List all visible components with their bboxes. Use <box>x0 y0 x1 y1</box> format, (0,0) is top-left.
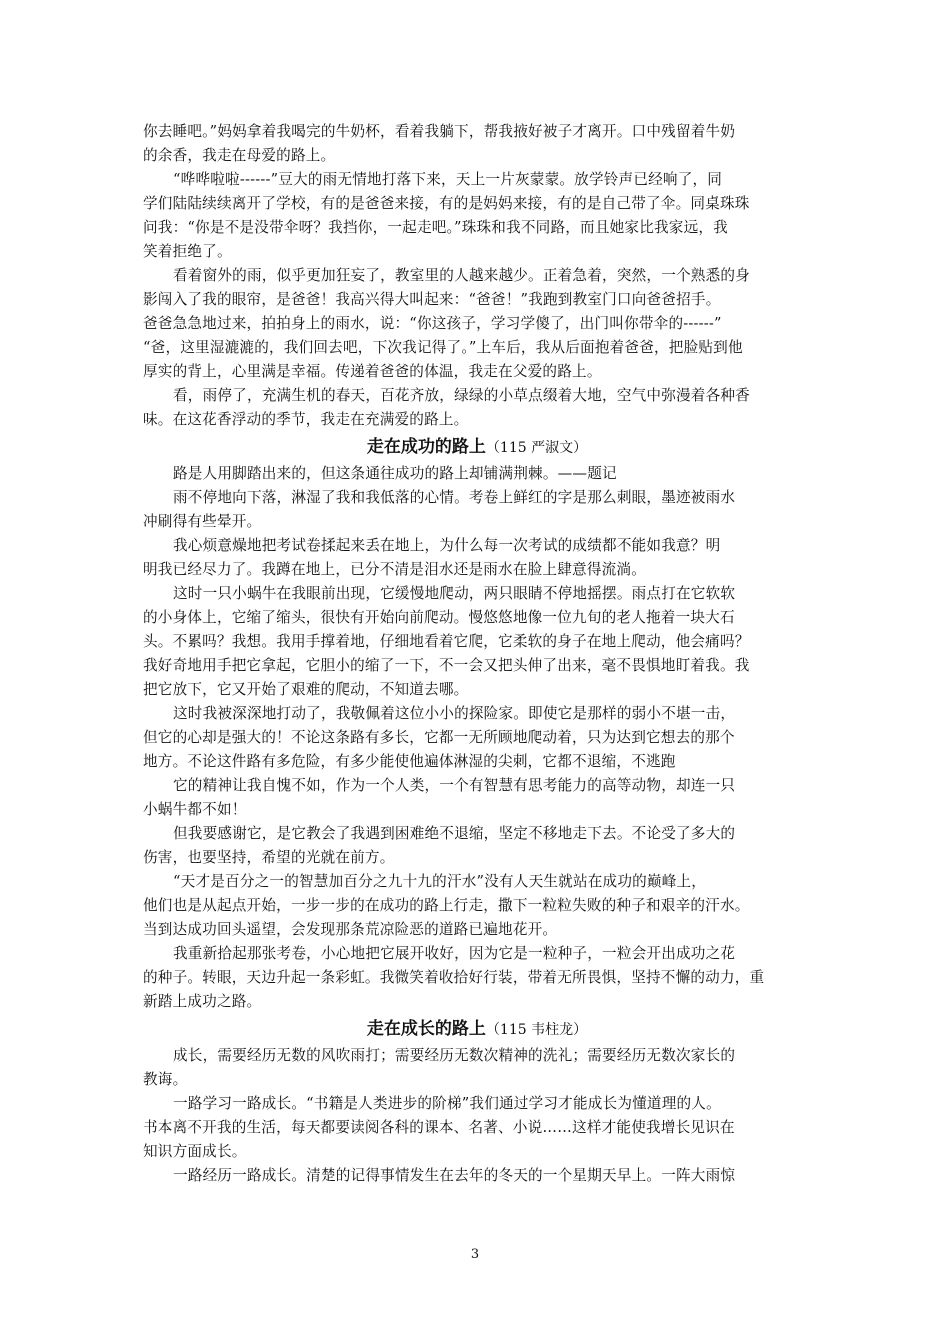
page-number: 3 <box>470 1247 480 1262</box>
document-body <box>143 120 811 1188</box>
text-line: 知识方面成长。 <box>143 1143 247 1160</box>
text-line: 爸爸急急地过来，拍拍身上的雨水，说：“你这孩子，学习学傻了，出门叫你带伞的------” <box>143 315 722 332</box>
paragraph <box>143 462 811 486</box>
text-line: 一路经历一路成长。清楚的记得事情发生在去年的冬天的一个星期天早上。一阵大雨惊 <box>173 1167 736 1184</box>
text-line: 它的精神让我自愧不如，作为一个人类，一个有智慧有思考能力的高等动物，却连一只 <box>173 777 736 794</box>
paragraph <box>143 1092 811 1164</box>
paragraph <box>143 1044 811 1092</box>
text-line: 他们也是从起点开始，一步一步的在成功的路上行走，撒下一粒粒失败的种子和艰辛的汗水。 <box>143 897 750 914</box>
text-line: 影闯入了我的眼帘，是爸爸！我高兴得大叫起来：“爸爸！”我跑到教室门口向爸爸招手。 <box>143 291 721 308</box>
paragraph <box>143 702 811 774</box>
text-line: 我心烦意燥地把考试卷揉起来丢在地上，为什么每一次考试的成绩都不能如我意？明 <box>173 537 721 554</box>
text-line: 我重新拾起那张考卷，小心地把它展开收好，因为它是一粒种子，一粒会开出成功之花 <box>173 945 736 962</box>
paragraph <box>143 120 811 168</box>
text-line: 我好奇地用手把它拿起，它胆小的缩了一下，不一会又把头伸了出来，毫不畏惧地盯着我。我 <box>143 657 750 674</box>
text-line: 的种子。转眼，天边升起一条彩虹。我微笑着收拾好行装，带着无所畏惧，坚持不懈的动力，重 <box>143 969 765 986</box>
paragraph <box>143 486 811 534</box>
text-line: 问我：“你是不是没带伞呀？我挡你，一起走吧。”珠珠和我不同路，而且她家比我家远，我 <box>143 219 728 236</box>
section-title <box>143 433 811 461</box>
paragraph <box>143 264 811 384</box>
paragraph <box>143 582 811 702</box>
text-line: 教诲。 <box>143 1071 188 1088</box>
text-line: 路是人用脚踏出来的，但这条通往成功的路上却铺满荆棘。——题记 <box>173 465 617 482</box>
text-line: 把它放下，它又开始了艰难的爬动，不知道去哪。 <box>143 681 469 698</box>
text-line: 伤害，也要坚持，希望的光就在前方。 <box>143 849 395 866</box>
text-line: 成长，需要经历无数的风吹雨打；需要经历无数次精神的洗礼；需要经历无数次家长的 <box>173 1047 736 1064</box>
text-line: 一路学习一路成长。“书籍是人类进步的阶梯”我们通过学习才能成长为懂道理的人。 <box>173 1095 721 1112</box>
text-line: “爸，这里湿漉漉的，我们回去吧，下次我记得了。”上车后，我从后面抱着爸爸，把脸贴到他 <box>143 339 743 356</box>
text-line: “天才是百分之一的智慧加百分之九十九的汗水”没有人天生就站在成功的巅峰上， <box>173 873 707 890</box>
text-line: 这时一只小蜗牛在我眼前出现，它缓慢地爬动，两只眼睛不停地摇摆。雨点打在它软软 <box>173 585 736 602</box>
text-line: 当到达成功回头遥望，会发现那条荒凉险恶的道路已遍地花开。 <box>143 921 558 938</box>
text-line: 看，雨停了，充满生机的春天，百花齐放，绿绿的小草点缀着大地，空气中弥漫着各种香 <box>173 387 750 404</box>
text-line: 笑着拒绝了。 <box>143 243 232 260</box>
text-line: 看着窗外的雨，似乎更加狂妄了，教室里的人越来越少。正着急着，突然，一个熟悉的身 <box>173 267 750 284</box>
paragraph <box>143 774 811 822</box>
text-line: 冲刷得有些晕开。 <box>143 513 262 530</box>
text-line: 地方。不论这件路有多危险，有多少能使他遍体淋湿的尖刺，它都不退缩，不逃跑 <box>143 753 676 770</box>
text-line: 厚实的背上，心里满是幸福。传递着爸爸的体温，我走在父爱的路上。 <box>143 363 602 380</box>
text-line: 小蜗牛都不如！ <box>143 801 247 818</box>
paragraph <box>143 870 811 942</box>
section-title <box>143 1015 811 1043</box>
text-line: 但它的心却是强大的！不论这条路有多长，它都一无所顾地爬动着，只为达到它想去的那个 <box>143 729 735 746</box>
text-line: “哗哗啦啦------”豆大的雨无情地打落下来，天上一片灰蒙蒙。放学铃声已经响了，同 <box>173 171 723 188</box>
text-line: 但我要感谢它，是它教会了我遇到困难绝不退缩，坚定不移地走下去。不论受了多大的 <box>173 825 736 842</box>
text-line: 书本离不开我的生活，每天都要读阅各科的课本、名著、小说……这样才能使我增长见识在 <box>143 1119 735 1136</box>
section-author: （115 韦柱龙） <box>485 1022 588 1038</box>
section-title-text: 走在成长的路上 <box>366 1019 486 1039</box>
paragraph <box>143 534 811 582</box>
text-line: 这时我被深深地打动了，我敬佩着这位小小的探险家。即使它是那样的弱小不堪一击， <box>173 705 736 722</box>
text-line: 新踏上成功之路。 <box>143 993 262 1010</box>
text-line: 的余香，我走在母爱的路上。 <box>143 147 336 164</box>
text-line: 味。在这花香浮动的季节，我走在充满爱的路上。 <box>143 411 469 428</box>
paragraph <box>143 384 811 432</box>
text-line: 明我已经尽力了。我蹲在地上，已分不清是泪水还是雨水在脸上肆意得流淌。 <box>143 561 646 578</box>
text-line: 你去睡吧。”妈妈拿着我喝完的牛奶杯，看着我躺下，帮我掖好被子才离开。口中残留着牛奶 <box>143 123 736 140</box>
text-line: 的小身体上，它缩了缩头，很快有开始向前爬动。慢悠悠地像一位九旬的老人拖着一块大石 <box>143 609 735 626</box>
section-title-text: 走在成功的路上 <box>366 437 486 457</box>
text-line: 学们陆陆续续离开了学校，有的是爸爸来接，有的是妈妈来接，有的是自己带了伞。同桌珠珠 <box>143 195 750 212</box>
section-author: （115 严淑文） <box>485 440 588 456</box>
paragraph <box>143 168 811 264</box>
paragraph <box>143 1164 811 1188</box>
paragraph <box>143 942 811 1014</box>
paragraph <box>143 822 811 870</box>
text-line: 头。不累吗？我想。我用手撑着地，仔细地看着它爬，它柔软的身子在地上爬动，他会痛吗？ <box>143 633 750 650</box>
text-line: 雨不停地向下落，淋湿了我和我低落的心情。考卷上鲜红的字是那么刺眼，墨迹被雨水 <box>173 489 736 506</box>
